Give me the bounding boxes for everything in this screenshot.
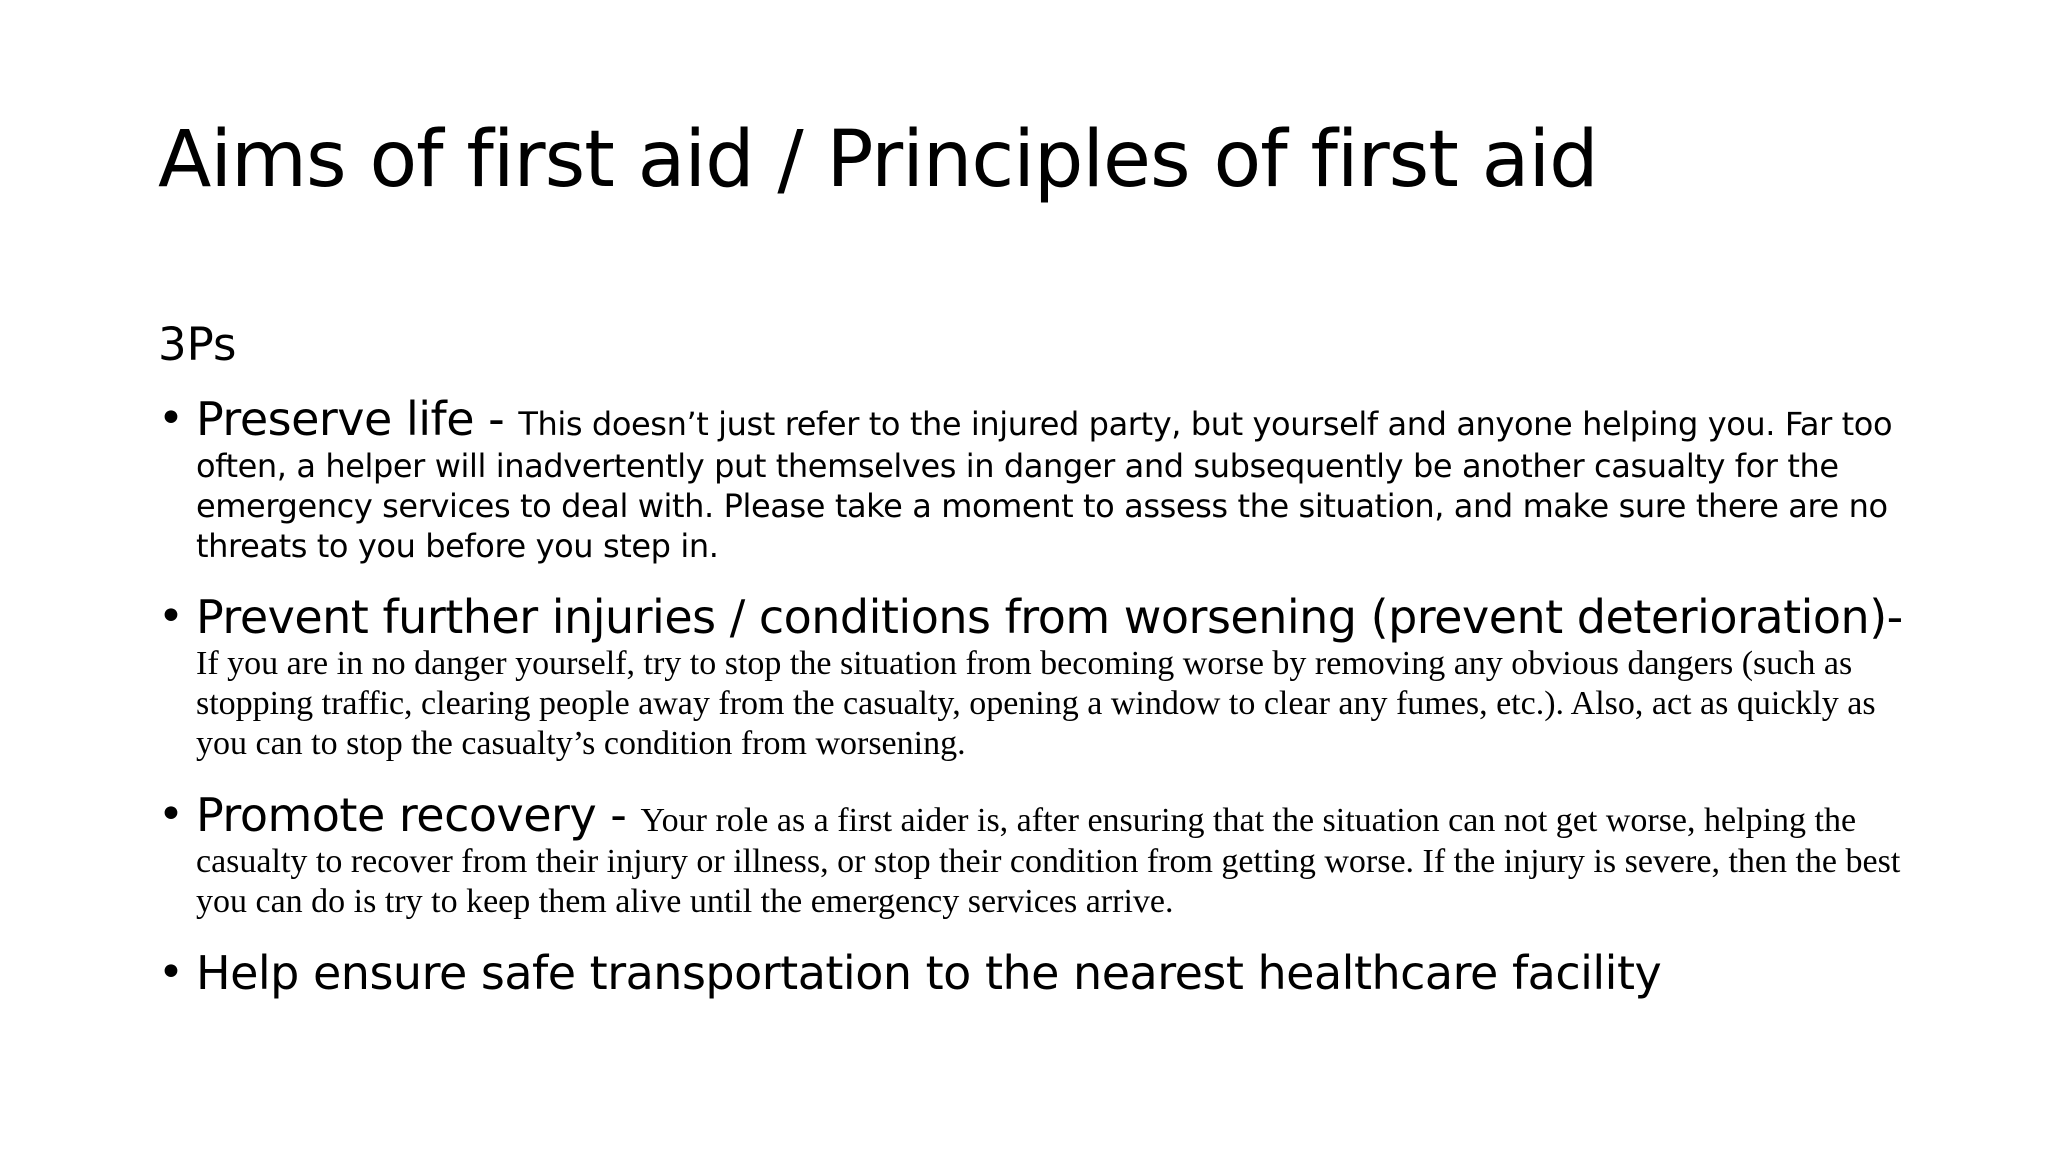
slide-content: [158, 318, 1918, 1024]
bullet-heading: Prevent further injuries / conditions from worsening (prevent deterioration)-: [196, 590, 1903, 644]
bullet-dot-icon: •: [158, 393, 184, 444]
bullet-list: [158, 392, 1918, 1000]
bullet-dot-icon: •: [158, 591, 184, 642]
subheading-3ps: 3Ps: [158, 318, 237, 371]
bullet-heading: Preserve life -: [196, 392, 519, 446]
bullet-dot-icon: •: [158, 947, 184, 998]
bullet-heading: Help ensure safe transportation to the nearest healthcare facility: [196, 946, 1662, 1000]
slide-title: Aims of first aid / Principles of first aid: [158, 115, 1598, 205]
bullet-safe-transportation: [158, 946, 1918, 1000]
bullet-prevent-deterioration: [158, 590, 1918, 764]
bullet-heading: Promote recovery -: [196, 788, 641, 842]
bullet-promote-recovery: [158, 788, 1918, 922]
bullet-description: Your role as a first aider is, after ensuring that the situation can not get worse, helping the casualty to recover from their injury or illness, or stop their condition from getting worse. If the injury is severe, then the best you can do is try to keep them alive until the emergency services arrive.: [196, 802, 1901, 920]
bullet-dot-icon: •: [158, 789, 184, 840]
bullet-preserve-life: [158, 392, 1918, 566]
bullet-description: If you are in no danger yourself, try to stop the situation from becoming worse by removing any obvious dangers (such as stopping traffic, clearing people away from the casualty, opening a window to clear any fumes, etc.). Also, act as quickly as you can to stop the casualty’s condition from worsening.: [196, 645, 1876, 762]
bullet-description: This doesn’t just refer to the injured party, but yourself and anyone helping you. Far too often, a helper will inadvertently put themselves in danger and subsequently be another casualty for the emergency services to deal with. Please take a moment to assess the situation, and make sure there are no threats to you before you step in.: [196, 405, 1893, 565]
